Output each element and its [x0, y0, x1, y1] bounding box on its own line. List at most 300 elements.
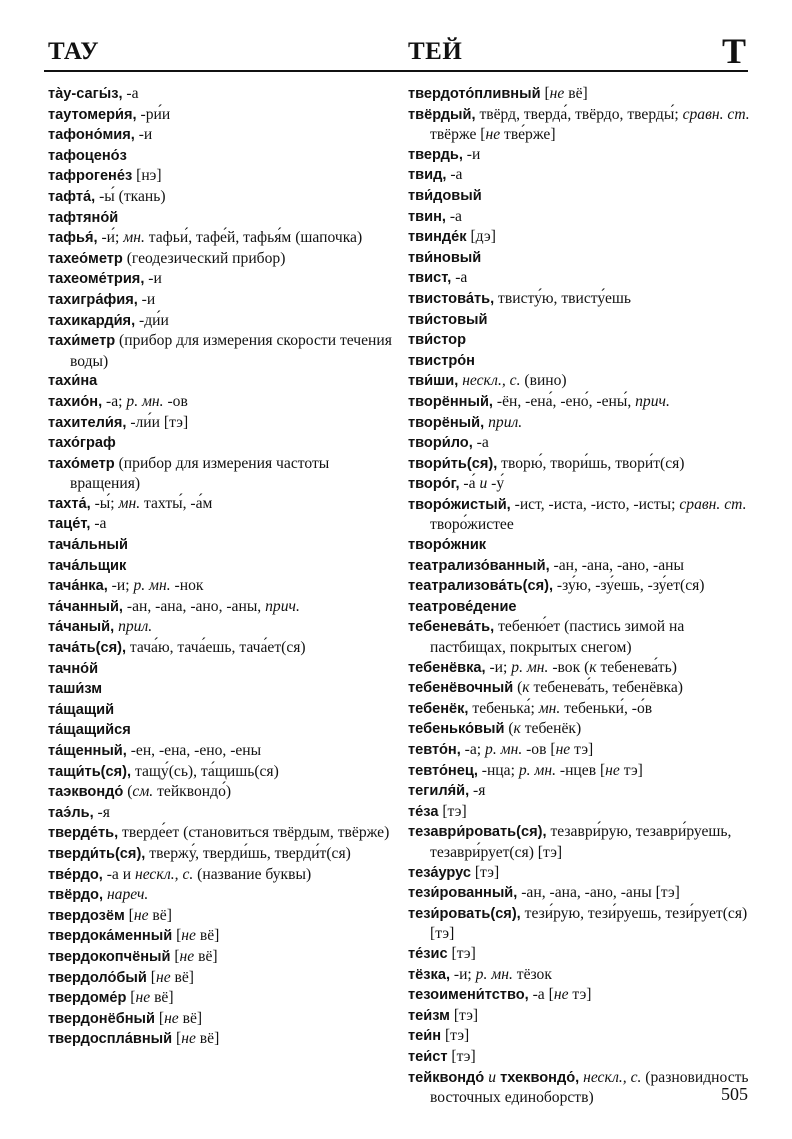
dictionary-entry — [48, 556, 393, 577]
page-number: 505 — [721, 1084, 748, 1104]
entry-headword: тахеоме́трия, — [48, 271, 145, 288]
entry-text: -ы́; — [90, 494, 119, 512]
entry-label: р. мн. — [485, 741, 523, 758]
entry-text: тэ] — [570, 741, 594, 758]
entry-text: -вок ( — [548, 658, 590, 676]
entry-text: тейквондо́) — [153, 783, 232, 801]
dictionary-entry — [48, 968, 393, 989]
entry-text: [ — [124, 906, 134, 924]
entry-text: [тэ] — [441, 1027, 470, 1045]
entry-text: -а — [445, 207, 462, 225]
dictionary-entry — [408, 965, 753, 986]
dictionary-entry — [408, 454, 753, 475]
entry-text: -ы́ (ткань) — [95, 187, 166, 205]
dictionary-entry — [48, 741, 393, 762]
dictionary-entry — [408, 84, 753, 105]
dictionary-entry — [408, 351, 753, 372]
dictionary-entry — [48, 679, 393, 700]
entry-label: мн. — [538, 699, 561, 717]
entry-headword: тафоцено́з — [48, 147, 127, 164]
dictionary-entry — [408, 248, 753, 269]
entry-text: вё] — [195, 1030, 220, 1048]
entry-text: -нца; — [477, 761, 519, 779]
entry-text: тахты́, -а́м — [140, 494, 213, 512]
running-head-left: ТАУ — [48, 38, 100, 65]
entry-text: -и; — [450, 965, 476, 983]
entry-headword: тафья́, — [48, 230, 98, 247]
entry-headword: те́зис — [408, 945, 448, 962]
entry-headword: твинде́к — [408, 229, 467, 246]
entry-text: [нэ] — [132, 167, 162, 185]
dictionary-entry — [408, 719, 753, 740]
entry-text: -а; — [102, 392, 127, 410]
entry-headword: твори́ло, — [408, 435, 473, 452]
entry-text: -ён, -ена́, -ено́, -ены́, — [493, 392, 636, 410]
entry-headword: таце́т, — [48, 516, 91, 533]
entry-text: -ри́и — [136, 105, 171, 123]
entry-headword: твист, — [408, 270, 452, 287]
dictionary-entry — [408, 289, 753, 310]
entry-label: р. мн. — [475, 965, 513, 983]
header-rule — [44, 70, 748, 72]
entry-headword: твердото́пливный — [408, 86, 541, 102]
entry-headword: тегиля́й, — [408, 783, 470, 800]
right-column — [408, 84, 753, 1108]
entry-headword: те́за — [408, 803, 439, 820]
entry-label: р. мн. — [518, 761, 556, 779]
dictionary-entry — [48, 617, 393, 638]
dictionary-entry — [48, 166, 393, 187]
entry-label: мн. — [123, 229, 145, 247]
entry-label: не — [179, 947, 195, 965]
entry-label: к — [589, 658, 597, 676]
dictionary-entry — [408, 944, 753, 965]
entry-headword: тахи́на — [48, 373, 98, 390]
entry-label: сравн. ст. — [682, 105, 750, 123]
entry-text: -ли́и [тэ] — [126, 413, 189, 431]
entry-text: (прибор для измерения скорости течения воды) — [70, 332, 392, 370]
entry-headword: тверде́ть, — [48, 825, 119, 842]
dictionary-entry — [408, 1026, 753, 1047]
entry-headword: теи́ст — [408, 1048, 448, 1065]
entry-text: вё] — [178, 1009, 203, 1027]
dictionary-entry — [48, 803, 393, 824]
entry-text: (прибор для измерения частоты вращения) — [70, 454, 330, 493]
entry-text: тези́рую, тези́руешь, тези́рует(ся) [тэ] — [430, 904, 748, 943]
entry-text: тебенева́ть, тебенёвка) — [529, 679, 683, 697]
entry-text: -зу́ю, -зу́ешь, -зу́ет(ся) — [553, 577, 705, 595]
entry-text: -ист, -иста, -исто, -исты; — [510, 495, 680, 513]
entry-headword: тве́рдо, — [48, 866, 103, 883]
entry-label: сравн. ст. — [679, 495, 747, 513]
entry-label: не — [135, 989, 151, 1007]
entry-headword: теи́зм — [408, 1007, 450, 1024]
entry-headword: театрализова́ть(ся), — [408, 578, 554, 595]
entry-text: -и — [462, 145, 481, 163]
entry-headword: таэ́ль, — [48, 804, 94, 821]
dictionary-entry — [408, 617, 753, 657]
entry-label: не — [133, 906, 149, 924]
entry-text: вё] — [170, 968, 195, 986]
entry-text: вё] — [194, 947, 218, 965]
entry-headword: та́щащийся — [48, 722, 131, 739]
entry-text: -ов — [163, 392, 188, 410]
entry-label: не — [605, 761, 620, 779]
dictionary-entry — [48, 782, 393, 803]
entry-headword: тези́рованный, — [408, 885, 518, 902]
entry-headword: тахео́метр — [48, 250, 123, 267]
dictionary-entry — [48, 700, 393, 721]
entry-text: тебенёк) — [520, 720, 582, 738]
dictionary-entry — [408, 495, 753, 535]
entry-headword: та́чаный, — [48, 619, 115, 636]
entry-label: не — [549, 85, 565, 102]
entry-label: р. мн. — [511, 658, 549, 676]
entry-headword: та̀у-сагы́з, — [48, 86, 123, 102]
entry-headword: тафоно́мия, — [48, 127, 135, 144]
running-head-right: ТЕЙ — [408, 38, 463, 65]
entry-headword: тахикарди́я, — [48, 312, 136, 329]
dictionary-entry — [408, 268, 753, 289]
dictionary-entry — [408, 863, 753, 884]
dictionary-entry — [48, 208, 393, 229]
dictionary-entry — [48, 535, 393, 556]
entry-text: творо́жистее — [430, 516, 514, 534]
entry-text: -ан, -ана, -ано, -аны, — [122, 597, 266, 615]
entry-text: (вино) — [520, 372, 567, 390]
entry-headword: тебенёк, — [408, 700, 469, 717]
dictionary-entry — [48, 290, 393, 311]
entry-text: -а [ — [528, 986, 554, 1004]
entry-text: [тэ] — [449, 1006, 479, 1024]
entry-text: -ен, -ена, -ено, -ены — [126, 742, 262, 759]
entry-headword: таши́зм — [48, 681, 103, 698]
entry-headword: твёрдо, — [48, 887, 104, 904]
entry-text: вё] — [564, 85, 588, 102]
left-column — [48, 84, 393, 1050]
entry-text: [ — [146, 968, 156, 986]
entry-headword: тебенёвочный — [408, 680, 514, 697]
entry-headword: тафта́, — [48, 188, 96, 205]
entry-text: твержу́, тверди́шь, тверди́т(ся) — [145, 844, 351, 862]
dictionary-entry — [48, 762, 393, 783]
dictionary-entry — [408, 576, 753, 597]
entry-headword: творо́жник — [408, 537, 487, 554]
dictionary-entry — [48, 514, 393, 535]
entry-text: -нок — [170, 577, 204, 595]
dictionary-entry — [408, 392, 753, 413]
dictionary-entry — [48, 823, 393, 844]
entry-headword: театрове́дение — [408, 598, 517, 615]
entry-text: тебенева́ть) — [596, 658, 677, 676]
dictionary-entry — [408, 802, 753, 823]
dictionary-entry — [408, 883, 753, 904]
entry-label: не — [181, 927, 196, 945]
entry-headword: тейквондо́ — [408, 1069, 489, 1086]
entry-text: -и — [134, 126, 153, 144]
dictionary-entry — [408, 145, 753, 166]
entry-headword: тверди́ть(ся), — [48, 845, 146, 862]
entry-text: [тэ] — [447, 944, 476, 962]
entry-headword: твердонёбный — [48, 1010, 155, 1027]
entry-label: и — [479, 475, 488, 493]
dictionary-entry — [408, 822, 753, 862]
entry-text: твисту́ю, твисту́ешь — [494, 289, 632, 307]
dictionary-entry — [408, 186, 753, 207]
entry-label: прил. — [488, 413, 523, 431]
entry-text: -а — [472, 434, 489, 452]
entry-label: см. — [132, 783, 154, 801]
entry-text: (разновидность восточных единоборств) — [430, 1068, 749, 1107]
entry-label: не — [181, 1030, 196, 1048]
entry-headword: твердока́менный — [48, 928, 173, 945]
entry-headword: творо́жистый, — [408, 496, 511, 513]
page-header — [44, 30, 748, 70]
entry-text: вё] — [150, 989, 174, 1007]
entry-text: -а — [451, 269, 468, 287]
dictionary-entry — [408, 556, 753, 577]
dictionary-entry — [48, 146, 393, 167]
entry-text: -я — [469, 782, 486, 800]
dictionary-entry — [48, 433, 393, 454]
entry-headword: тахители́я, — [48, 414, 127, 431]
dictionary-entry — [48, 947, 393, 968]
entry-text: [ — [126, 989, 136, 1007]
entry-label: нескл., с. — [583, 1068, 642, 1086]
entry-headword: твёрдый, — [408, 106, 476, 123]
dictionary-entry — [408, 658, 753, 679]
entry-text: [тэ] — [438, 802, 467, 820]
entry-text: ( — [504, 720, 514, 738]
entry-text: тафьи́, тафе́й, тафья́м (шапочка) — [144, 229, 363, 247]
dictionary-entry — [48, 187, 393, 208]
entry-text: [ — [540, 85, 550, 102]
entry-headword: твердоспла́вный — [48, 1031, 173, 1048]
entry-headword: тахио́н, — [48, 393, 103, 410]
entry-text: (геодезический прибор) — [122, 249, 286, 267]
entry-label: прич. — [635, 392, 670, 410]
entry-headword: тахта́, — [48, 495, 91, 512]
entry-text: тебенька́; — [468, 699, 539, 717]
dictionary-entry — [48, 885, 393, 906]
dictionary-entry — [48, 659, 393, 680]
entry-text: тащу́(сь), та́щишь(ся) — [131, 762, 279, 780]
entry-headword: твистро́н — [408, 352, 475, 369]
entry-text: тёзок — [512, 965, 552, 983]
dictionary-entry — [48, 844, 393, 865]
entry-headword: твердь, — [408, 146, 463, 163]
dictionary-entry — [408, 105, 753, 145]
entry-headword: тебенева́ть, — [408, 619, 495, 636]
dictionary-entry — [408, 207, 753, 228]
dictionary-entry — [48, 249, 393, 270]
entry-headword: тезаври́ровать(ся), — [408, 824, 547, 841]
dictionary-entry — [48, 105, 393, 126]
entry-text: тэ] — [568, 986, 592, 1004]
dictionary-entry — [408, 1068, 753, 1108]
dictionary-entry — [408, 433, 753, 454]
entry-label: нареч. — [106, 886, 149, 904]
entry-label: к — [513, 720, 521, 738]
dictionary-entry — [408, 330, 753, 351]
dictionary-entry — [408, 699, 753, 720]
dictionary-entry — [408, 1047, 753, 1068]
entry-headword: театрализо́ванный, — [408, 557, 550, 574]
dictionary-entry — [48, 638, 393, 659]
entry-text: -а — [90, 515, 107, 533]
entry-text: -и; — [485, 658, 512, 676]
entry-label: не — [555, 741, 571, 758]
dictionary-entry — [408, 227, 753, 248]
entry-headword: творёный, — [408, 414, 485, 431]
dictionary-entry — [48, 125, 393, 146]
entry-headword: тахигра́фия, — [48, 291, 138, 308]
entry-headword: тебенёвка, — [408, 659, 486, 676]
dictionary-entry — [48, 269, 393, 290]
entry-text: твёрже [ — [430, 126, 486, 144]
entry-headword: теза́урус — [408, 864, 471, 881]
entry-text: тэ] — [619, 761, 643, 779]
entry-headword: тафрогене́з — [48, 168, 133, 185]
dictionary-entry — [48, 576, 393, 597]
entry-label: и — [488, 1068, 497, 1086]
dictionary-entry — [48, 413, 393, 434]
dictionary-entry — [48, 1009, 393, 1030]
entry-headword: твердоло́бый — [48, 969, 147, 986]
entry-headword: тевто́н, — [408, 742, 461, 758]
dictionary-entry — [48, 311, 393, 332]
entry-text: -ов [ — [522, 741, 556, 758]
entry-headword: тача́ть(ся), — [48, 640, 127, 657]
entry-headword: тезоимени́тство, — [408, 987, 529, 1004]
dictionary-entry — [408, 781, 753, 802]
dictionary-entry — [48, 331, 393, 371]
section-letter: Т — [721, 31, 746, 71]
entry-headword: тёзка, — [408, 966, 450, 983]
entry-headword: тача́льщик — [48, 557, 127, 574]
entry-headword: тви́стовый — [408, 311, 488, 328]
entry-text: (название буквы) — [193, 865, 312, 883]
entry-text: ( — [513, 679, 523, 697]
entry-headword: творённый, — [408, 393, 493, 410]
entry-headword: та́щащий — [48, 701, 115, 718]
entry-text: [ — [170, 947, 180, 965]
entry-text: тача́ю, тача́ешь, тача́ет(ся) — [126, 639, 306, 657]
entry-text: [ — [154, 1009, 165, 1027]
dictionary-entry — [48, 454, 393, 494]
entry-label: р. мн. — [126, 392, 164, 410]
entry-text: [дэ] — [466, 228, 496, 246]
entry-label: не — [155, 968, 171, 986]
entry-headword: твердоме́р — [48, 990, 127, 1007]
dictionary-entry — [408, 761, 753, 782]
entry-text: -ан, -ана, -ано, -аны [тэ] — [517, 884, 680, 902]
dictionary-entry — [48, 988, 393, 1009]
entry-headword: твори́ть(ся), — [408, 455, 498, 472]
dictionary-entry — [408, 678, 753, 699]
entry-text: -у́ — [487, 475, 505, 493]
entry-headword: теи́н — [408, 1028, 442, 1045]
entry-label: не — [485, 126, 501, 144]
entry-text: -а — [122, 85, 139, 102]
entry-headword: твистова́ть, — [408, 290, 495, 307]
entry-headword: тези́ровать(ся), — [408, 905, 521, 922]
entry-headword: твердокопчёный — [48, 948, 171, 965]
dictionary-entry — [48, 1029, 393, 1050]
entry-text: [ — [172, 927, 182, 945]
entry-text: твёрд, тверда́, твёрдо, тверды́; — [475, 105, 683, 123]
entry-text: -ди́и — [135, 311, 169, 329]
entry-headword: тви́новый — [408, 249, 482, 266]
dictionary-entry — [48, 371, 393, 392]
entry-headword: твид, — [408, 167, 447, 184]
entry-headword: творо́г, — [408, 476, 460, 493]
entry-headword: твердозём — [48, 907, 125, 924]
entry-text: [тэ] — [447, 1047, 476, 1065]
dictionary-entry — [408, 597, 753, 618]
dictionary-entry — [48, 392, 393, 413]
entry-text: вё] — [148, 906, 172, 924]
entry-text: -и — [137, 290, 156, 308]
entry-headword: тви́ши, — [408, 373, 459, 390]
entry-text: [ — [172, 1030, 182, 1048]
dictionary-entry — [408, 165, 753, 186]
entry-text: тве́рже] — [500, 126, 556, 144]
entry-text: -а́ — [459, 475, 480, 493]
entry-headword: тача́нка, — [48, 578, 108, 595]
dictionary-entry — [48, 597, 393, 618]
entry-label: нескл., с. — [134, 865, 194, 883]
entry-text: тебеньки́, -о́в — [560, 699, 653, 717]
dictionary-entry — [408, 535, 753, 556]
entry-text: [тэ] — [470, 863, 500, 881]
dictionary-entry — [48, 865, 393, 886]
dictionary-entry — [408, 985, 753, 1006]
dictionary-entry — [408, 371, 753, 392]
entry-text: -и́; — [97, 229, 124, 247]
entry-label: прил. — [118, 618, 153, 636]
dictionary-entry — [408, 904, 753, 944]
entry-headword: тви́стор — [408, 332, 466, 349]
entry-text: вё] — [195, 927, 220, 945]
entry-text: тезаври́рую, тезаври́руешь, тезаври́рует(ся) [тэ] — [430, 823, 732, 861]
entry-headword: тви́довый — [408, 187, 482, 204]
entry-headword: тахо́метр — [48, 455, 115, 472]
entry-headword: тевто́нец, — [408, 762, 478, 779]
entry-headword: тача́льный — [48, 537, 128, 554]
entry-headword: тхеквондо́, — [496, 1069, 580, 1086]
dictionary-entry — [48, 720, 393, 741]
entry-label: не — [553, 986, 569, 1004]
entry-text: -а и — [102, 865, 135, 883]
entry-text: тверде́ет (становиться твёрдым, твёрже) — [118, 824, 390, 842]
entry-headword: та́чанный, — [48, 598, 123, 615]
dictionary-entry — [48, 494, 393, 515]
entry-text: -я — [93, 803, 110, 821]
dictionary-entry — [408, 740, 753, 761]
dictionary-entry — [48, 228, 393, 249]
entry-headword: тахи́метр — [48, 333, 116, 350]
entry-headword: таэквондо́ — [48, 784, 124, 801]
entry-label: нескл., с. — [462, 372, 521, 390]
entry-label: не — [164, 1009, 179, 1027]
dictionary-entry — [48, 84, 393, 105]
entry-headword: та́щенный, — [48, 743, 127, 759]
dictionary-entry — [408, 474, 753, 495]
entry-text: ( — [123, 783, 133, 801]
entry-headword: тащи́ть(ся), — [48, 763, 132, 780]
entry-text: -ан, -ана, -ано, -аны — [549, 556, 684, 574]
